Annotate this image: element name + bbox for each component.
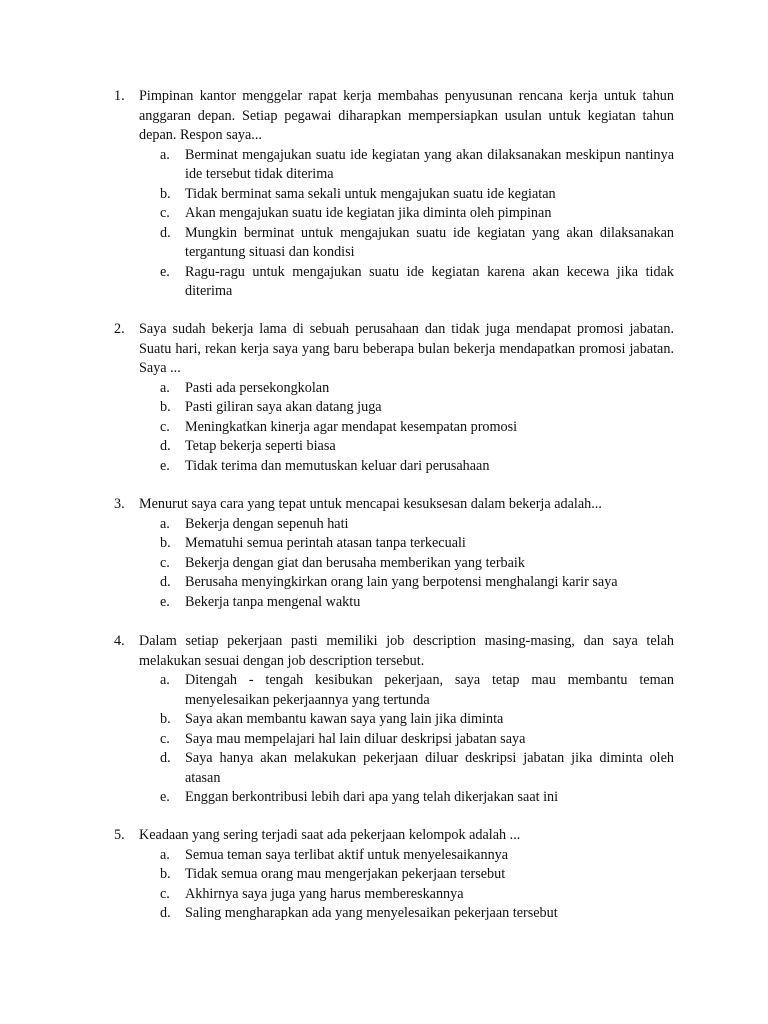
question-text: Dalam setiap pekerjaan pasti memiliki job description masing-masing, dan saya telah melakukan sesuai dengan job description tersebut.: [139, 633, 674, 669]
option-a: [160, 846, 674, 866]
question-number: 5.: [114, 827, 125, 843]
question-text: Saya sudah bekerja lama di sebuah perusahaan dan tidak juga mendapat promosi jabatan. Suatu hari, rekan kerja saya yang baru beberapa bulan bekerja mendapatkan promosi jabatan. Saya ...: [139, 321, 674, 376]
option-b: [160, 865, 674, 885]
option-letter: c.: [160, 885, 170, 902]
option-text: Akhirnya saya juga yang harus membereskannya: [185, 885, 464, 902]
option-list: [114, 515, 674, 613]
option-letter: c.: [160, 730, 170, 747]
option-c: [160, 204, 674, 224]
option-text: Ditengah - tengah kesibukan pekerjaan, saya tetap mau membantu teman menyelesaikan pekerjaannya yang tertunda: [185, 672, 674, 708]
option-letter: a.: [160, 379, 170, 396]
option-text: Tidak berminat sama sekali untuk mengajukan suatu ide kegiatan: [185, 185, 556, 202]
option-letter: a.: [160, 146, 170, 163]
option-letter: d.: [160, 574, 171, 590]
question-3: [114, 495, 674, 612]
question-number: 3.: [114, 496, 125, 512]
option-text: Berminat mengajukan suatu ide kegiatan yang akan dilaksanakan meskipun nantinya ide tersebut tidak diterima: [185, 146, 674, 182]
option-a: [160, 379, 674, 399]
question-number: 2.: [114, 321, 125, 337]
option-e: [160, 263, 674, 302]
question-number: 1.: [114, 88, 125, 104]
option-text: Tidak semua orang mau mengerjakan pekerjaan tersebut: [185, 866, 506, 882]
option-text: Enggan berkontribusi lebih dari apa yang telah dikerjakan saat ini: [185, 789, 559, 805]
option-e: [160, 788, 674, 808]
option-d: [160, 749, 674, 788]
option-text: Pasti giliran saya akan datang juga: [185, 399, 382, 415]
option-letter: e.: [160, 593, 170, 610]
option-c: [160, 554, 674, 574]
option-text: Saya akan membantu kawan saya yang lain jika diminta: [185, 711, 504, 727]
option-text: Bekerja tanpa mengenal waktu: [185, 593, 361, 610]
option-letter: d.: [160, 905, 171, 921]
option-a: [160, 515, 674, 535]
question-text: Pimpinan kantor menggelar rapat kerja membahas penyusunan rencana kerja untuk tahun anggaran depan. Setiap pegawai diharapkan mempersiapkan usulan untuk kegiatan tahun depan. Respon saya...: [139, 88, 674, 143]
option-letter: d.: [160, 438, 171, 454]
option-letter: b.: [160, 711, 171, 727]
option-e: [160, 457, 674, 477]
option-list: [114, 846, 674, 924]
question-2: [114, 320, 674, 476]
option-b: [160, 534, 674, 554]
option-c: [160, 418, 674, 438]
option-e: [160, 593, 674, 613]
option-b: [160, 710, 674, 730]
option-letter: d.: [160, 750, 171, 766]
option-letter: b.: [160, 185, 171, 202]
option-text: Meningkatkan kinerja agar mendapat kesempatan promosi: [185, 418, 518, 435]
option-letter: e.: [160, 789, 170, 805]
option-text: Tidak terima dan memutuskan keluar dari perusahaan: [185, 457, 490, 474]
option-list: [114, 146, 674, 302]
option-d: [160, 904, 674, 924]
option-letter: c.: [160, 554, 170, 571]
option-letter: a.: [160, 515, 170, 532]
question-1: [114, 87, 674, 302]
option-letter: b.: [160, 866, 171, 882]
option-text: Bekerja dengan giat dan berusaha memberikan yang terbaik: [185, 554, 525, 571]
option-letter: b.: [160, 535, 171, 551]
option-letter: e.: [160, 457, 170, 474]
option-list: [114, 671, 674, 808]
option-d: [160, 573, 674, 593]
option-text: Saling mengharapkan ada yang menyelesaikan pekerjaan tersebut: [185, 905, 558, 921]
option-d: [160, 224, 674, 263]
option-text: Tetap bekerja seperti biasa: [185, 438, 336, 454]
option-letter: c.: [160, 418, 170, 435]
option-text: Mematuhi semua perintah atasan tanpa terkecuali: [185, 535, 466, 551]
option-letter: d.: [160, 224, 171, 241]
option-c: [160, 885, 674, 905]
option-text: Semua teman saya terlibat aktif untuk menyelesaikannya: [185, 846, 509, 863]
option-a: [160, 671, 674, 710]
option-text: Bekerja dengan sepenuh hati: [185, 515, 349, 532]
question-4: [114, 632, 674, 808]
option-c: [160, 730, 674, 750]
option-text: Berusaha menyingkirkan orang lain yang berpotensi menghalangi karir saya: [185, 574, 618, 590]
option-text: Ragu-ragu untuk mengajukan suatu ide kegiatan karena akan kecewa jika tidak diterima: [185, 263, 674, 299]
option-b: [160, 398, 674, 418]
option-letter: a.: [160, 672, 170, 688]
option-list: [114, 379, 674, 477]
option-letter: c.: [160, 205, 170, 221]
option-d: [160, 437, 674, 457]
option-text: Mungkin berminat untuk mengajukan suatu ide kegiatan yang akan dilaksanakan tergantung situasi dan kondisi: [185, 224, 674, 260]
option-text: Pasti ada persekongkolan: [185, 379, 330, 396]
question-number: 4.: [114, 633, 125, 649]
option-a: [160, 146, 674, 185]
option-b: [160, 185, 674, 205]
question-text: Keadaan yang sering terjadi saat ada pekerjaan kelompok adalah ...: [139, 827, 521, 843]
option-letter: e.: [160, 263, 170, 280]
option-letter: b.: [160, 399, 171, 415]
option-text: Akan mengajukan suatu ide kegiatan jika diminta oleh pimpinan: [185, 205, 552, 221]
option-text: Saya mau mempelajari hal lain diluar deskripsi jabatan saya: [185, 730, 526, 747]
option-text: Saya hanya akan melakukan pekerjaan diluar deskripsi jabatan jika diminta oleh atasan: [185, 750, 674, 786]
question-5: [114, 826, 674, 924]
option-letter: a.: [160, 846, 170, 863]
question-text: Menurut saya cara yang tepat untuk mencapai kesuksesan dalam bekerja adalah...: [139, 496, 602, 512]
